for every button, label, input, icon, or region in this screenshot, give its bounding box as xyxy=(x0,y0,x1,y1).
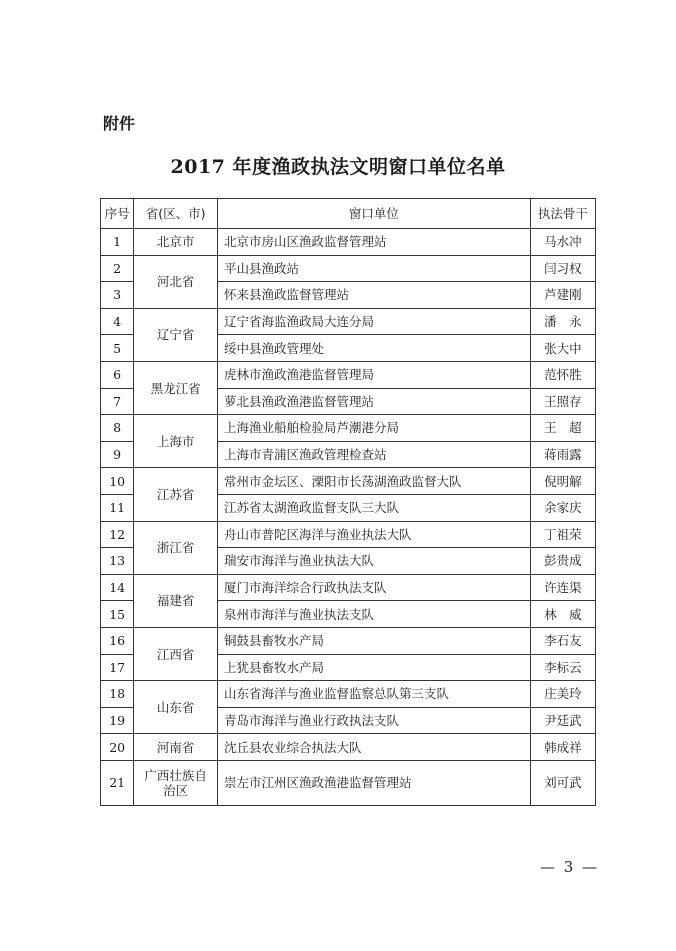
cell-person: 刘可武 xyxy=(530,760,595,805)
cell-unit: 青岛市海洋与渔业行政执法支队 xyxy=(217,707,530,734)
cell-no: 3 xyxy=(101,282,134,309)
table-row xyxy=(101,734,596,761)
cell-person: 范怀胜 xyxy=(530,361,595,388)
cell-unit: 怀来县渔政监督管理站 xyxy=(217,282,530,309)
document-title: 2017 年度渔政执法文明窗口单位名单 xyxy=(170,156,506,178)
cell-no: 19 xyxy=(101,707,134,734)
table-row xyxy=(101,760,596,805)
cell-no: 7 xyxy=(101,388,134,415)
cell-person: 丁祖荣 xyxy=(530,521,595,548)
cell-no: 17 xyxy=(101,654,134,681)
cell-person: 闫习权 xyxy=(530,255,595,282)
cell-person: 王照存 xyxy=(530,388,595,415)
header-province: 省(区、市) xyxy=(134,199,218,229)
page-number: — 3 — xyxy=(540,858,600,876)
cell-province: 福建省 xyxy=(134,574,218,627)
cell-unit: 江苏省太湖渔政监督支队三大队 xyxy=(217,494,530,521)
cell-person: 张大中 xyxy=(530,335,595,362)
cell-province: 江苏省 xyxy=(134,468,218,521)
cell-unit: 厦门市海洋综合行政执法支队 xyxy=(217,574,530,601)
table-row xyxy=(101,229,596,256)
cell-person: 倪明解 xyxy=(530,468,595,495)
cell-no: 11 xyxy=(101,494,134,521)
cell-unit: 上犹县畜牧水产局 xyxy=(217,654,530,681)
cell-unit: 萝北县渔政渔港监督管理站 xyxy=(217,388,530,415)
cell-no: 5 xyxy=(101,335,134,362)
cell-no: 2 xyxy=(101,255,134,282)
cell-province: 浙江省 xyxy=(134,521,218,574)
cell-province: 辽宁省 xyxy=(134,308,218,361)
cell-no: 6 xyxy=(101,361,134,388)
cell-person: 余家庆 xyxy=(530,494,595,521)
cell-unit: 虎林市渔政渔港监督管理局 xyxy=(217,361,530,388)
cell-unit: 绥中县渔政管理处 xyxy=(217,335,530,362)
table-row xyxy=(101,521,596,548)
cell-person: 韩成祥 xyxy=(530,734,595,761)
cell-unit: 北京市房山区渔政监督管理站 xyxy=(217,229,530,256)
cell-no: 16 xyxy=(101,627,134,654)
cell-person: 王 超 xyxy=(530,415,595,442)
table-row xyxy=(101,255,596,282)
cell-no: 13 xyxy=(101,548,134,575)
cell-province: 上海市 xyxy=(134,415,218,468)
header-unit: 窗口单位 xyxy=(217,199,530,229)
cell-person: 彭贵成 xyxy=(530,548,595,575)
cell-person: 李标云 xyxy=(530,654,595,681)
cell-no: 8 xyxy=(101,415,134,442)
cell-unit: 上海渔业船舶检验局芦潮港分局 xyxy=(217,415,530,442)
cell-no: 15 xyxy=(101,601,134,628)
table-row xyxy=(101,681,596,708)
cell-province: 河北省 xyxy=(134,255,218,308)
cell-no: 20 xyxy=(101,734,134,761)
table-row xyxy=(101,574,596,601)
header-no: 序号 xyxy=(101,199,134,229)
attachment-label: 附件 xyxy=(103,114,136,133)
cell-no: 1 xyxy=(101,229,134,256)
cell-no: 14 xyxy=(101,574,134,601)
cell-no: 12 xyxy=(101,521,134,548)
cell-unit: 上海市青浦区渔政管理检查站 xyxy=(217,441,530,468)
cell-person: 芦建刚 xyxy=(530,282,595,309)
cell-province: 江西省 xyxy=(134,627,218,680)
cell-person: 林 威 xyxy=(530,601,595,628)
cell-no: 21 xyxy=(101,760,134,805)
table-row xyxy=(101,415,596,442)
cell-unit: 舟山市普陀区海洋与渔业执法大队 xyxy=(217,521,530,548)
cell-person: 马水冲 xyxy=(530,229,595,256)
cell-person: 李石友 xyxy=(530,627,595,654)
cell-no: 10 xyxy=(101,468,134,495)
table-row xyxy=(101,308,596,335)
cell-unit: 辽宁省海监渔政局大连分局 xyxy=(217,308,530,335)
cell-province: 广西壮族自治区 xyxy=(134,760,218,805)
table-body xyxy=(101,229,596,806)
cell-unit: 铜鼓县畜牧水产局 xyxy=(217,627,530,654)
window-unit-table xyxy=(100,198,596,806)
cell-no: 9 xyxy=(101,441,134,468)
table-row xyxy=(101,361,596,388)
cell-province: 黑龙江省 xyxy=(134,361,218,414)
cell-person: 潘 永 xyxy=(530,308,595,335)
table-row xyxy=(101,627,596,654)
cell-unit: 崇左市江州区渔政渔港监督管理站 xyxy=(217,760,530,805)
cell-person: 许连渠 xyxy=(530,574,595,601)
cell-province: 北京市 xyxy=(134,229,218,256)
cell-unit: 沈丘县农业综合执法大队 xyxy=(217,734,530,761)
cell-unit: 泉州市海洋与渔业执法支队 xyxy=(217,601,530,628)
cell-unit: 山东省海洋与渔业监督监察总队第三支队 xyxy=(217,681,530,708)
cell-no: 18 xyxy=(101,681,134,708)
cell-province: 山东省 xyxy=(134,681,218,734)
cell-person: 蒋雨露 xyxy=(530,441,595,468)
cell-province: 河南省 xyxy=(134,734,218,761)
cell-person: 尹廷武 xyxy=(530,707,595,734)
cell-unit: 瑞安市海洋与渔业执法大队 xyxy=(217,548,530,575)
table-row xyxy=(101,468,596,495)
cell-no: 4 xyxy=(101,308,134,335)
cell-unit: 常州市金坛区、溧阳市长荡湖渔政监督大队 xyxy=(217,468,530,495)
cell-person: 庄美玲 xyxy=(530,681,595,708)
table-header-row xyxy=(101,199,596,229)
header-person: 执法骨干 xyxy=(530,199,595,229)
cell-unit: 平山县渔政站 xyxy=(217,255,530,282)
